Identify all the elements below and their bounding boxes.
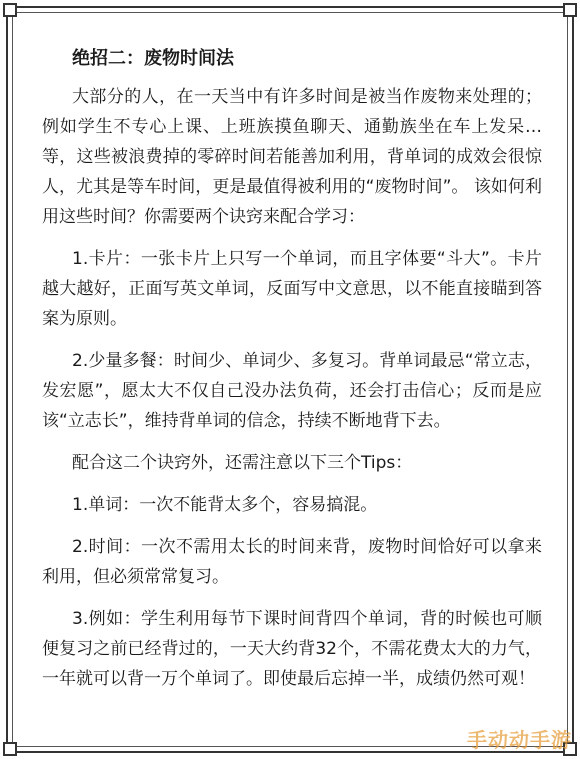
article-title: 绝招二：废物时间法	[72, 48, 234, 69]
paragraph-intro: 大部分的人，在一天当中有许多时间是被当作废物来处理的；例如学生不专心上课、上班族摸鱼聊天、通勤族坐在车上发呆…等，这些被浪费掉的零碎时间若能善加利用，背单词的成效会很惊人，尤其是等车时间，更是最值得被利用的“废物时间”。 该如何利用这些时间？你需要两个诀窍来配合学习：	[42, 87, 542, 227]
paragraph-tip-card: 1.卡片：一张卡片上只写一个单词，而且字体要“斗大”。卡片越大越好，正面写英文单词，反面写中文意思，以不能直接瞄到答案为原则。	[42, 249, 542, 329]
corner-ornament-top-right	[563, 3, 577, 17]
paragraph-tip-time: 2.时间：一次不需用太长的时间来背，废物时间恰好可以拿来利用，但必须常常复习。	[42, 537, 542, 587]
watermark-logo: 手动动手游	[467, 728, 572, 752]
paragraph-tip-small-portions: 2.少量多餐：时间少、单词少、多复习。背单词最忌“常立志，发宏愿”，愿太大不仅自己没办法负荷，还会打击信心；反而是应该“立志长”，维持背单词的信念，持续不断地背下去。	[42, 351, 542, 431]
paragraph-tip-words: 1.单词：一次不能背太多个，容易搞混。	[72, 495, 378, 515]
paragraph-tips-intro: 配合这二个诀窍外，还需注意以下三个Tips：	[72, 453, 413, 473]
paragraph-tip-example: 3.例如：学生利用每节下课时间背四个单词，背的时候也可顺便复习之前已经背过的，一天大约背32个，不需花费太大的力气，一年就可以背一万个单词了。即使最后忘掉一半，成绩仍然可观！	[42, 609, 542, 689]
corner-ornament-bottom-left	[3, 742, 17, 756]
corner-ornament-top-left	[3, 3, 17, 17]
article-body	[42, 44, 542, 706]
